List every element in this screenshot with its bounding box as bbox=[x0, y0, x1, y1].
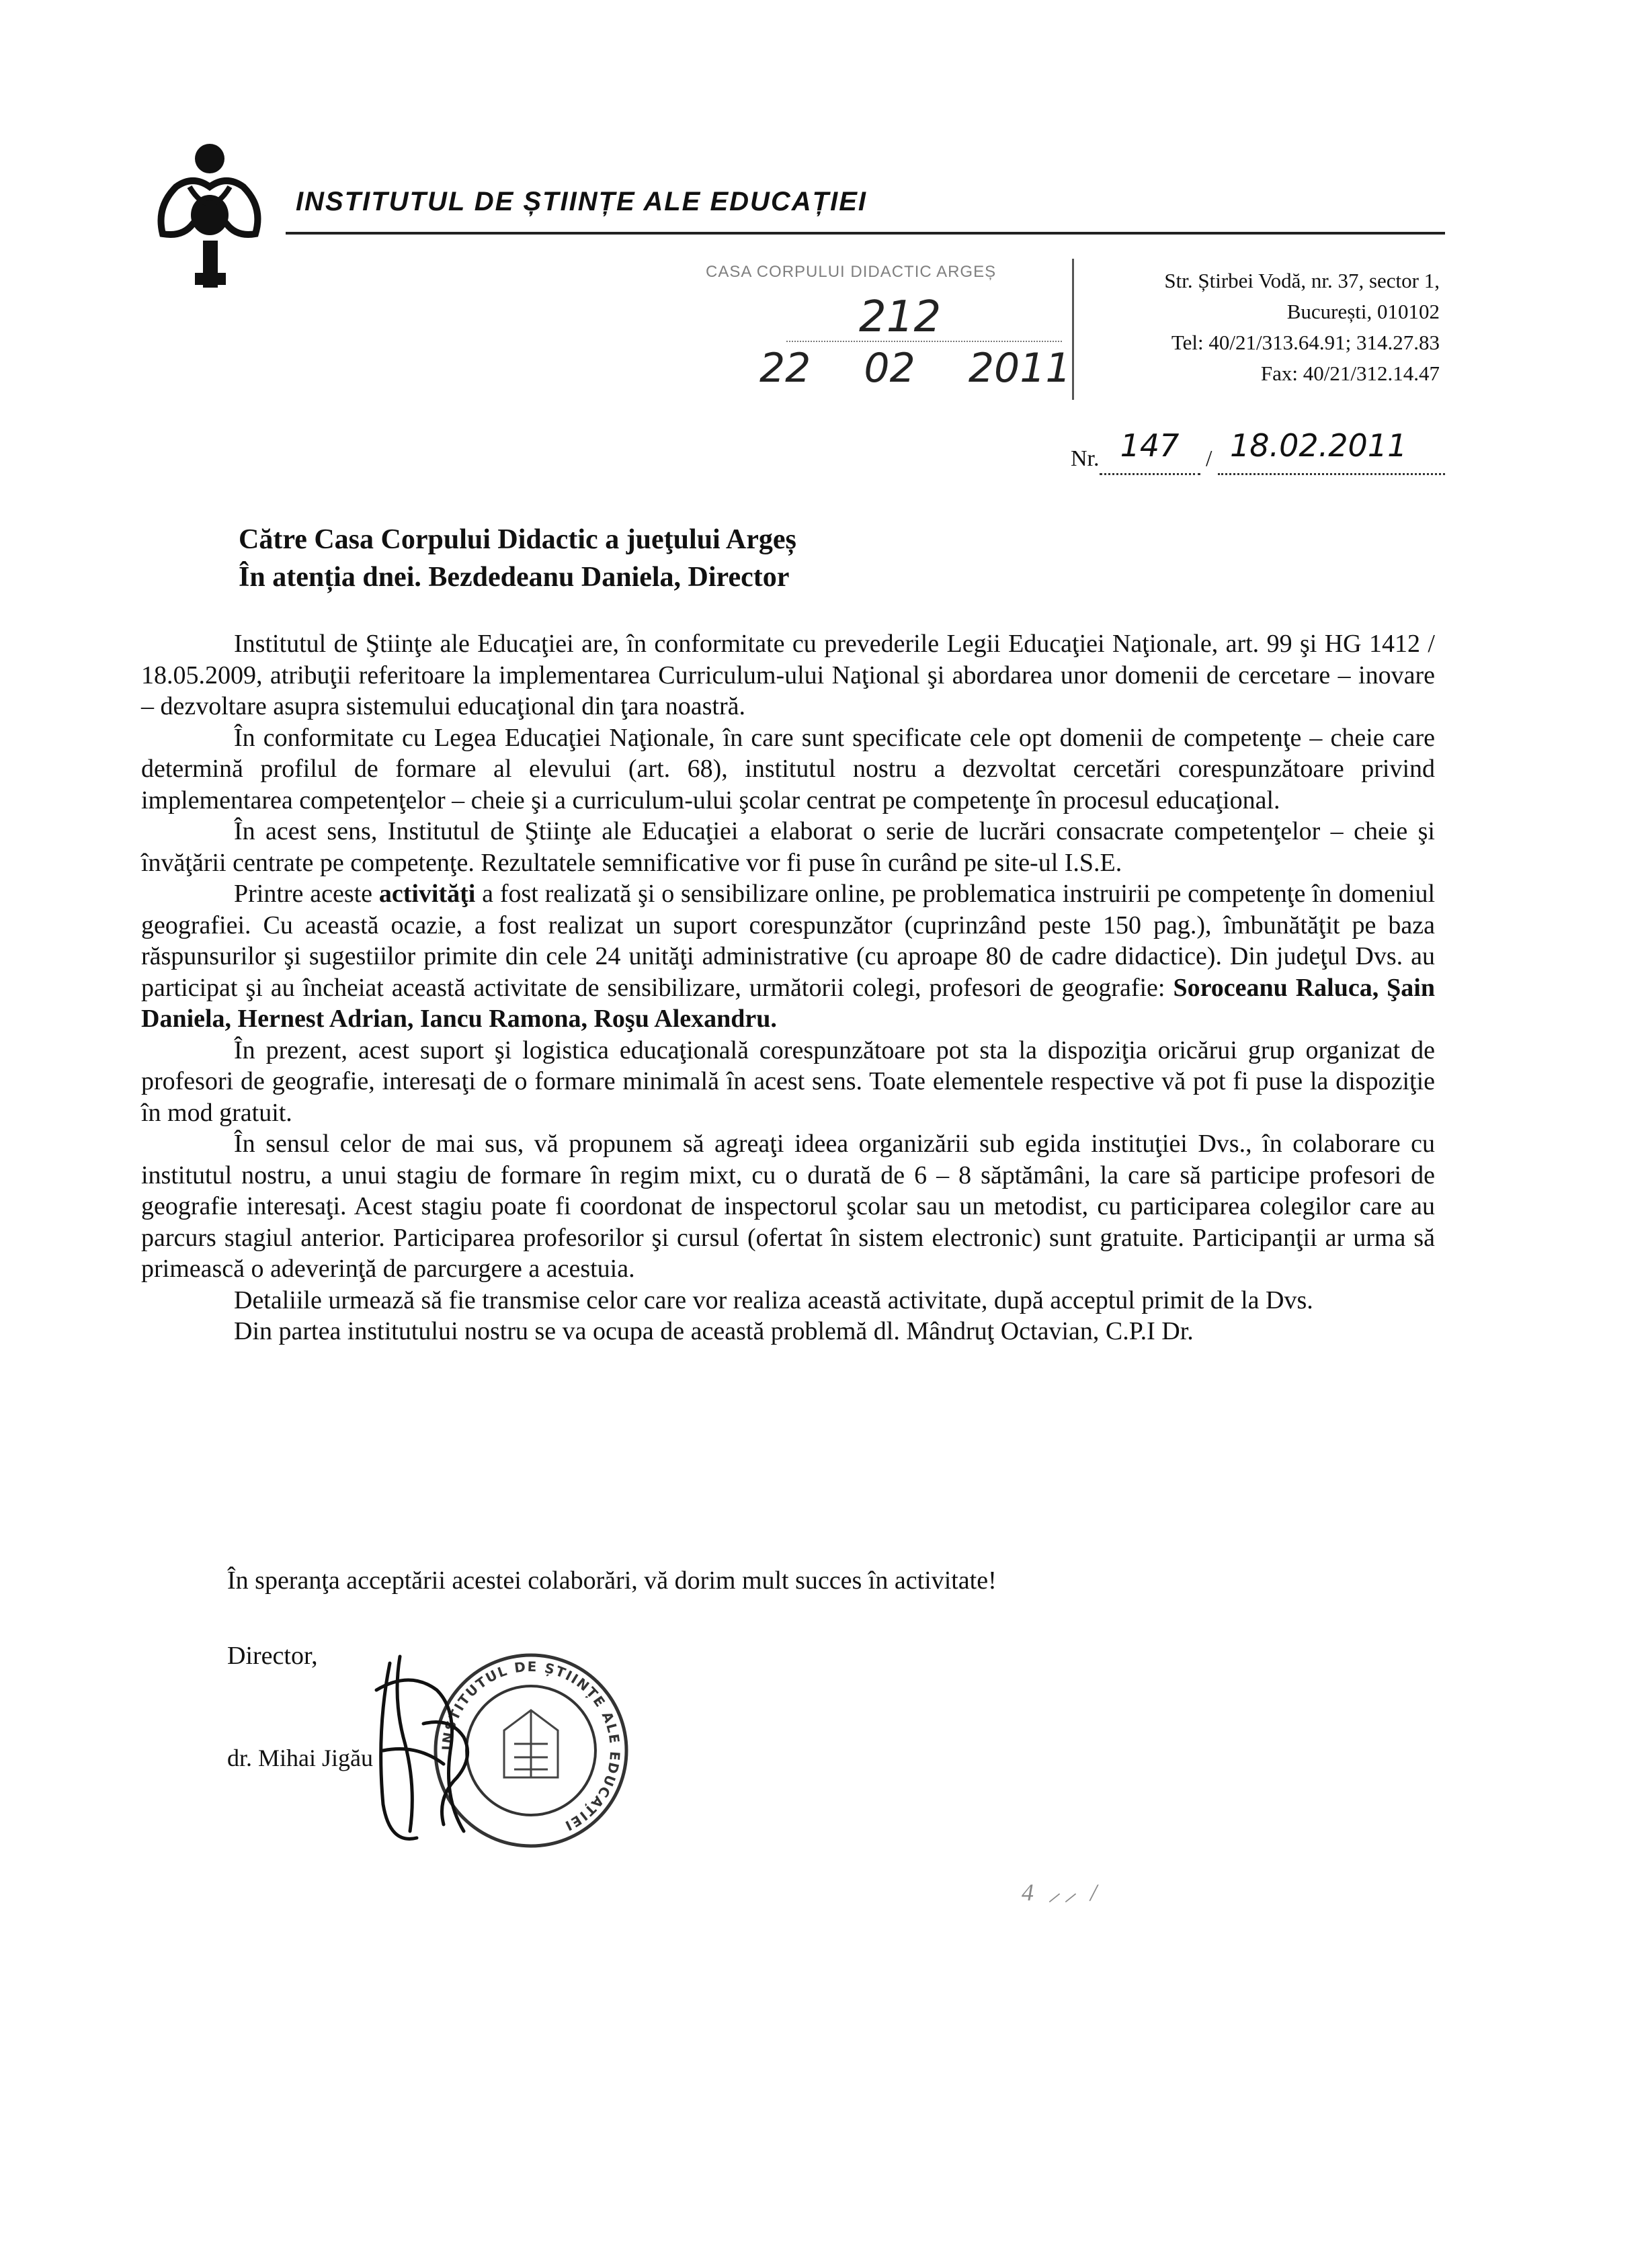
address-street: Str. Știrbei Vodă, nr. 37, sector 1, bbox=[1164, 269, 1440, 292]
registration-date: 22 02 2011 bbox=[759, 345, 1071, 392]
director-signature-icon bbox=[363, 1650, 511, 1851]
body-paragraph-5: În prezent, acest suport şi logistica educaţională corespunzătoare pot sta la dispoziţia oricărui grup organizat de profesori de geografie, interesaţi de o formare minimală în acest sens. Toate elementele respective vă pot fi puse la dispoziţie în mod gratuit. bbox=[141, 1036, 1435, 1127]
address-city: București, 010102 bbox=[1286, 300, 1440, 323]
recipient-block bbox=[239, 521, 796, 596]
body-paragraph-4-start: Printre aceste bbox=[234, 880, 379, 908]
institute-name: INSTITUTUL DE ȘTIINȚE ALE EDUCAȚIEI bbox=[296, 187, 868, 216]
header-divider bbox=[286, 232, 1445, 235]
participant-names: Soroceanu Raluca, Şain Daniela, Hernest Adrian, Iancu Ramona, Roşu Alexandru. bbox=[141, 973, 1435, 1033]
seal-text: INSTITUTUL DE ȘTIINȚE ALE EDUCAȚIEI bbox=[438, 1658, 624, 1835]
body-paragraph-2: În conformitate cu Legea Educaţiei Naţionale, în care sunt specificate cele opt domenii de competenţe – cheie care determină profilul de formare al elevului (art. 68), institutul nostru a dezvoltat cercetări corespunzătoare privind implementarea competenţelor – cheie şi a curriculum-ului şcolar centrat pe competenţe în procesul educaţional. bbox=[141, 723, 1435, 814]
reference-date: 18.02.2011 bbox=[1229, 427, 1407, 464]
address-phone: Tel: 40/21/313.64.91; 314.27.83 bbox=[1171, 331, 1440, 354]
address-fax: Fax: 40/21/312.14.47 bbox=[1260, 362, 1440, 385]
body-paragraph-4-middle: a fost realizată şi o sensibilizare online, pe problematica instruirii pe competenţe în domeniul geografiei. Cu această ocazie, a fost realizat un suport corespunzător (cuprinzând peste 150 pag.), îmbunătăţit pe baza răspunsurilor şi sugestiilor primite din cele 24 unităţi administrative (cu aproape 80 de cadre didactice). Din judeţul Dvs. au participat şi au încheiat această activitate de sensibilizare, următorii colegi, profesori de geografie: bbox=[141, 880, 1436, 1002]
margin-mark: 4 ⸝⸝ / bbox=[1022, 1879, 1102, 1906]
reference-label: Nr. bbox=[1071, 446, 1100, 471]
body-paragraph-1: Institutul de Ştiinţe ale Educaţiei are, în conformitate cu prevederile Legii Educaţiei Naţionale, art. 99 şi HG 1412 / 18.05.2009, atribuţii referitoare la implementarea Curriculum-ului Naţional şi abordarea unor domenii de cercetare – inovare – dezvoltare asupra sistemului educaţional din ţara noastră. bbox=[141, 630, 1435, 720]
registration-number-line bbox=[786, 341, 1062, 342]
director-name: dr. Mihai Jigău bbox=[227, 1745, 373, 1771]
registration-stamp bbox=[699, 259, 1074, 400]
closing-line: În speranţa acceptării acestei colaborări, vă dorim mult succes în activitate! bbox=[227, 1566, 997, 1595]
letter-body bbox=[141, 628, 1435, 1347]
body-paragraph-7: Detaliile urmează să fie transmise celor care vor realiza această activitate, după acceptul primit de la Dvs. bbox=[234, 1286, 1313, 1314]
reference-number-value: 147 bbox=[1120, 427, 1180, 464]
address-block bbox=[1096, 265, 1440, 389]
registration-stamp-header: CASA CORPULUI DIDACTIC ARGEȘ bbox=[706, 263, 997, 281]
body-paragraph-6: În sensul celor de mai sus, vă propunem să agreaţi ideea organizării sub egida instituţiei Dvs., în colaborare cu institutul nostru, a unui stagiu de formare în regim mixt, cu o durată de 6 – 8 săptămâni, la care să participe profesori de geografie interesaţi. Acest stagiu poate fi coordonat de inspectorul şcolar sau un metodist, cu participarea colegilor care au parcurs stagiul anterior. Participarea profesorilor şi cursul (ofertat în sistem electronic) sunt gratuite. Participanţii ar urma să primească o adeverinţă de parcurgere a acestuia. bbox=[141, 1130, 1435, 1283]
institute-logo-icon bbox=[149, 140, 263, 291]
recipient-institution: Către Casa Corpului Didactic a jueţului Argeș bbox=[239, 524, 796, 555]
reference-separator: / bbox=[1206, 446, 1212, 471]
reference-number bbox=[1071, 427, 1445, 475]
body-paragraph-8: Din partea institutului nostru se va ocupa de această problemă dl. Mândruţ Octavian, C.P.I Dr. bbox=[234, 1317, 1194, 1345]
body-paragraph-3: În acest sens, Institutul de Ştiinţe ale Educaţiei a elaborat o serie de lucrări consacrate competenţelor – cheie şi învăţării centrate pe competenţe. Rezultatele semnificative vor fi puse în curând pe site-ul I.S.E. bbox=[141, 817, 1435, 877]
body-paragraph-4-bold: activităţi bbox=[378, 880, 476, 908]
director-title: Director, bbox=[227, 1642, 318, 1670]
body-paragraph-4 bbox=[141, 878, 1435, 1035]
registration-number: 212 bbox=[859, 292, 942, 342]
recipient-attention: În atenția dnei. Bezdedeanu Daniela, Director bbox=[239, 562, 790, 593]
